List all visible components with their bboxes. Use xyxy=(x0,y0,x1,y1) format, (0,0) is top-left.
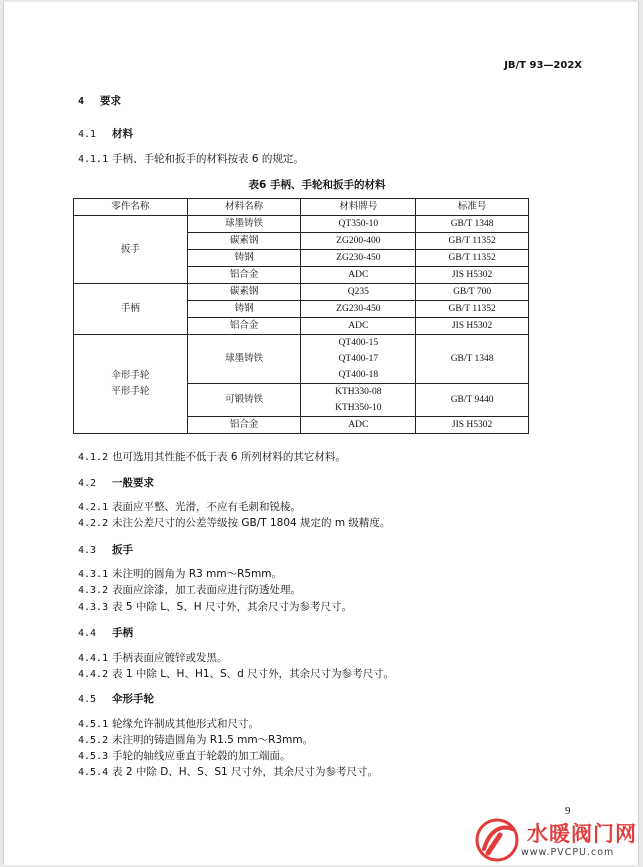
clause-4-2-2 xyxy=(78,516,390,531)
standard-cell: GB/T 1348 xyxy=(416,335,529,384)
clause-text: 表 5 中除 L、S、H 尺寸外，其余尺寸为参考尺寸。 xyxy=(112,601,352,613)
section-title: 材料 xyxy=(112,128,133,140)
clause-number: 4.3.1 xyxy=(78,569,109,580)
watermark-url: www.PVCPU.com xyxy=(521,847,615,858)
standard-cell: GB/T 11352 xyxy=(416,301,529,318)
clause-text: 表 1 中除 L、H、H1、S、d 尺寸外，其余尺寸为参考尺寸。 xyxy=(112,668,395,680)
section-number: 4 xyxy=(78,96,85,107)
clause-number: 4.4.2 xyxy=(78,669,109,680)
clause-number: 4.1.1 xyxy=(78,154,109,165)
material-cell: 铸钢 xyxy=(187,250,301,267)
clause-4-3-1 xyxy=(78,567,282,582)
clause-text: 未注明的铸造圆角为 R1.5 mm～R3mm。 xyxy=(112,734,314,746)
clause-4-4-2 xyxy=(78,667,394,682)
section-number: 4.5 xyxy=(78,694,97,705)
section-number: 4.2 xyxy=(78,478,97,489)
clause-4-5-2 xyxy=(78,733,313,748)
part-name-line: 伞形手轮 xyxy=(111,370,150,381)
grade-cell: ZG230-450 xyxy=(301,301,416,318)
section-title: 伞形手轮 xyxy=(112,693,154,705)
grade-line: QT400-17 xyxy=(338,354,379,364)
heading-4-1 xyxy=(78,127,133,142)
clause-number: 4.1.2 xyxy=(78,452,109,463)
grade-cell xyxy=(301,335,416,384)
table-row xyxy=(74,216,529,233)
material-cell: 碳素钢 xyxy=(187,233,301,250)
table-caption: 表6 手柄、手轮和扳手的材料 xyxy=(248,179,386,191)
material-cell: 球墨铸铁 xyxy=(187,216,301,233)
materials-table xyxy=(73,198,529,434)
clause-4-2-1 xyxy=(78,500,301,515)
heading-4-4 xyxy=(78,626,133,641)
clause-text: 表面应涂漆，加工表面应进行防透处理。 xyxy=(112,584,301,596)
table-row xyxy=(74,284,529,301)
header-cell: 材料牌号 xyxy=(301,199,416,216)
grade-cell: ADC xyxy=(301,267,416,284)
clause-text: 手轮的轴线应垂直于轮毂的加工端面。 xyxy=(112,750,291,762)
clause-text: 未注公差尺寸的公差等级按 GB/T 1804 规定的 m 级精度。 xyxy=(112,517,391,529)
clause-text: 表面应平整、光滑，不应有毛刺和锐棱。 xyxy=(112,501,301,513)
material-cell: 铝合金 xyxy=(187,267,301,284)
table-row xyxy=(74,335,529,384)
grade-cell: ZG200-400 xyxy=(301,233,416,250)
standard-cell: GB/T 11352 xyxy=(416,250,529,267)
material-cell: 铸钢 xyxy=(187,301,301,318)
heading-4-2 xyxy=(78,476,154,491)
clause-number: 4.5.1 xyxy=(78,719,109,730)
clause-4-3-3 xyxy=(78,600,352,615)
grade-line: KTH350-10 xyxy=(335,403,382,413)
clause-4-5-4 xyxy=(78,765,378,780)
clause-number: 4.5.2 xyxy=(78,735,109,746)
part-name-cell: 手柄 xyxy=(74,284,188,335)
part-name-cell: 扳手 xyxy=(74,216,188,284)
standard-cell: JIS H5302 xyxy=(416,417,529,434)
header-cell: 零件名称 xyxy=(74,199,188,216)
clause-text: 轮缘允许制成其他形式和尺寸。 xyxy=(112,718,259,730)
clause-number: 4.2.1 xyxy=(78,502,109,513)
standard-cell: GB/T 9440 xyxy=(416,384,529,417)
clause-text: 未注明的圆角为 R3 mm～R5mm。 xyxy=(112,568,283,580)
grade-cell: ADC xyxy=(301,417,416,434)
material-cell: 可锻铸铁 xyxy=(187,384,301,417)
part-name-line: 平形手轮 xyxy=(111,386,150,397)
grade-line: QT400-18 xyxy=(338,370,379,380)
clause-4-3-2 xyxy=(78,583,301,598)
clause-number: 4.3.2 xyxy=(78,585,109,596)
section-title: 扳手 xyxy=(112,544,133,556)
clause-4-5-1 xyxy=(78,717,259,732)
grade-cell xyxy=(301,384,416,417)
table-header-row xyxy=(74,199,529,216)
clause-number: 4.3.3 xyxy=(78,602,109,613)
material-cell: 碳素钢 xyxy=(187,284,301,301)
clause-text: 手柄表面应镀锌或发黑。 xyxy=(112,652,228,664)
standard-cell: GB/T 700 xyxy=(416,284,529,301)
grade-cell: QT350-10 xyxy=(301,216,416,233)
heading-4 xyxy=(78,94,121,109)
section-number: 4.1 xyxy=(78,129,97,140)
section-title: 要求 xyxy=(100,95,121,107)
clause-text: 表 2 中除 D、H、S、S1 尺寸外，其余尺寸为参考尺寸。 xyxy=(112,766,379,778)
grade-line: QT400-15 xyxy=(338,338,379,348)
section-title: 手柄 xyxy=(112,627,133,639)
page-number: 9 xyxy=(565,805,571,817)
section-number: 4.3 xyxy=(78,545,97,556)
part-name-cell xyxy=(74,335,188,434)
standard-cell: JIS H5302 xyxy=(416,267,529,284)
header-cell: 标准号 xyxy=(416,199,529,216)
material-cell: 铝合金 xyxy=(187,318,301,335)
clause-4-5-3 xyxy=(78,749,291,764)
header-cell: 材料名称 xyxy=(187,199,301,216)
clause-4-4-1 xyxy=(78,651,228,666)
material-cell: 球墨铸铁 xyxy=(187,335,301,384)
clause-number: 4.4.1 xyxy=(78,653,109,664)
clause-text: 也可选用其性能不低于表 6 所列材料的其它材料。 xyxy=(112,451,346,463)
standard-cell: GB/T 1348 xyxy=(416,216,529,233)
watermark-name: 水暖阀门网 xyxy=(527,822,637,846)
clause-text: 手柄、手轮和扳手的材料按表 6 的规定。 xyxy=(112,153,304,165)
clause-number: 4.2.2 xyxy=(78,518,109,529)
clause-number: 4.5.3 xyxy=(78,751,109,762)
clause-number: 4.5.4 xyxy=(78,767,109,778)
grade-line: KTH330-08 xyxy=(335,387,382,397)
standard-number: JB/T 93—202X xyxy=(504,60,582,71)
standard-cell: JIS H5302 xyxy=(416,318,529,335)
grade-cell: Q235 xyxy=(301,284,416,301)
grade-cell: ZG230-450 xyxy=(301,250,416,267)
heading-4-3 xyxy=(78,543,133,558)
section-title: 一般要求 xyxy=(112,477,154,489)
grade-cell: ADC xyxy=(301,318,416,335)
material-cell: 铝合金 xyxy=(187,417,301,434)
heading-4-5 xyxy=(78,692,154,707)
standard-cell: GB/T 11352 xyxy=(416,233,529,250)
clause-4-1-2 xyxy=(78,450,346,465)
clause-4-1-1 xyxy=(78,152,304,167)
section-number: 4.4 xyxy=(78,628,97,639)
